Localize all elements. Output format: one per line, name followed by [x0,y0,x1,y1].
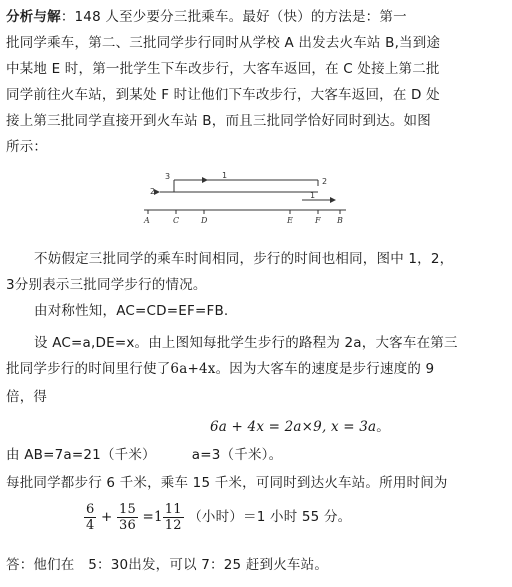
result-line-2: 每批同学都步行 6 千米，乘车 15 千米，可同时到达火车站。所用时间为 [6,475,448,491]
analysis-line-2: 批同学乘车，第二、三批同学步行同时从学校 A 出发去火车站 B,当到途 [6,35,441,51]
equation-end: 。 [376,419,390,435]
time-result: （小时）＝1 小时 55 分。 [188,509,352,525]
point-D: D [201,216,208,225]
fraction-denominator: 4 [86,517,95,533]
analysis-line-6: 所示： [6,139,48,155]
answer-line: 答：他们在 5：30出发，可以 7：25 赶到火车站。 [6,557,329,573]
fraction-numerator: 6 [86,501,95,517]
fraction-15-36 [117,502,138,533]
point-E: E [287,216,293,225]
explain-line-1: 不妨假定三批同学的乘车时间相同，步行的时间也相同，图中 1，2， [34,251,454,267]
explain-line-4: 设 AC=a,DE=x。由上图知每批学生步行的路程为 2a，大客车在第三 [34,335,458,351]
fraction-denominator: 12 [164,517,182,533]
route-diagram [140,172,350,230]
arrow-head [330,197,336,203]
arrow-head [202,177,208,183]
route-number-1: 1 [222,172,228,180]
result-line-1 [6,442,506,468]
explain-line-2: 3分别表示三批同学步行的情况。 [6,277,207,293]
fraction-11-12 [163,502,184,533]
analysis-line-1 [6,4,506,30]
point-B: B [337,216,343,225]
symmetry-line: 由对称性知，AC=CD=EF=FB. [34,303,229,319]
fraction-6-4 [84,502,96,533]
result-ab: 由 AB=7a=21（千米） [6,447,156,463]
equation-text: 6a + 4x = 2a×9, x = 3a [210,419,377,435]
point-A: A [144,216,150,225]
route-number-2: 2 [322,177,328,186]
point-C: C [173,216,180,225]
result-a: a=3（千米）。 [191,447,283,463]
explain-line-5 [6,356,506,382]
route-number-1b: 1 [310,191,316,200]
analysis-line-1-text: ：148 人至少要分三批乘车。最好（快）的方法是：第一 [60,9,407,25]
route-number-2b: 2 [150,187,156,196]
explain-line-6: 倍，得 [6,389,48,405]
point-F: F [315,216,321,225]
route-number-3: 3 [165,172,171,181]
analysis-line-3: 中某地 E 时，第一批学生下车改步行，大客车返回，在 C 处接上第二批 [6,61,440,77]
analysis-line-5: 接上第三批同学直接开到火车站 B，而且三批同学恰好同时到达。如图 [6,113,431,129]
analysis-heading: 分析与解 [6,9,61,25]
explain-line-5a: 批同学步行的时间里行使了 [6,361,171,377]
equation [210,414,410,440]
equals-one: =1 [142,509,163,525]
fraction-numerator: 15 [119,501,136,517]
bus-distance-expression: 6a+4x [170,361,216,377]
plus-sign: + [100,509,113,525]
fraction-numerator: 11 [164,501,182,517]
analysis-line-4: 同学前往火车站，到某处 F 时让他们下车改步行，大客车返回，在 D 处 [6,87,440,103]
fraction-denominator: 36 [119,517,136,533]
explain-line-5c: 。因为大客车的速度是步行速度的 9 [215,361,435,377]
time-calculation [84,500,484,534]
